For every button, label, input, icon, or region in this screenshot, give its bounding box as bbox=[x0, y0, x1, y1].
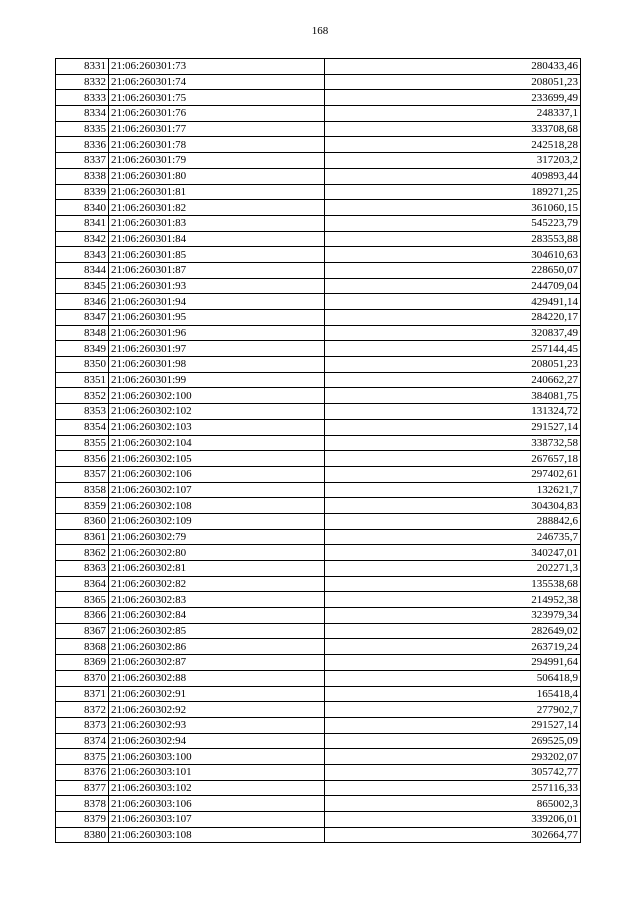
table-row bbox=[56, 545, 581, 561]
cadastral-value-cell: 269525,09 bbox=[325, 733, 581, 749]
cadastral-number-cell: 21:06:260302:94 bbox=[109, 733, 325, 749]
cadastral-value-cell: 339206,01 bbox=[325, 812, 581, 828]
cadastral-number-cell: 21:06:260302:105 bbox=[109, 451, 325, 467]
row-number-cell: 8365 bbox=[56, 592, 109, 608]
cadastral-number-cell: 21:06:260302:93 bbox=[109, 717, 325, 733]
cadastral-number-cell: 21:06:260302:107 bbox=[109, 482, 325, 498]
table-row bbox=[56, 90, 581, 106]
table-row bbox=[56, 59, 581, 75]
cadastral-number-cell: 21:06:260301:79 bbox=[109, 153, 325, 169]
cadastral-value-cell: 865002,3 bbox=[325, 796, 581, 812]
cadastral-number-cell: 21:06:260301:95 bbox=[109, 310, 325, 326]
table-row bbox=[56, 827, 581, 843]
table-row bbox=[56, 466, 581, 482]
cadastral-value-cell: 228650,07 bbox=[325, 262, 581, 278]
row-number-cell: 8336 bbox=[56, 137, 109, 153]
table-row bbox=[56, 106, 581, 122]
table-row bbox=[56, 341, 581, 357]
cadastral-value-cell: 242518,28 bbox=[325, 137, 581, 153]
cadastral-value-cell: 340247,01 bbox=[325, 545, 581, 561]
cadastral-number-cell: 21:06:260301:98 bbox=[109, 357, 325, 373]
cadastral-number-cell: 21:06:260303:108 bbox=[109, 827, 325, 843]
row-number-cell: 8374 bbox=[56, 733, 109, 749]
row-number-cell: 8353 bbox=[56, 404, 109, 420]
row-number-cell: 8366 bbox=[56, 608, 109, 624]
cadastral-value-cell: 338732,58 bbox=[325, 435, 581, 451]
cadastral-value-cell: 304304,83 bbox=[325, 498, 581, 514]
row-number-cell: 8341 bbox=[56, 215, 109, 231]
row-number-cell: 8351 bbox=[56, 372, 109, 388]
cadastral-number-cell: 21:06:260301:80 bbox=[109, 168, 325, 184]
cadastral-number-cell: 21:06:260302:88 bbox=[109, 670, 325, 686]
cadastral-number-cell: 21:06:260301:73 bbox=[109, 59, 325, 75]
cadastral-value-cell: 280433,46 bbox=[325, 59, 581, 75]
row-number-cell: 8332 bbox=[56, 74, 109, 90]
row-number-cell: 8340 bbox=[56, 200, 109, 216]
table-row bbox=[56, 74, 581, 90]
row-number-cell: 8380 bbox=[56, 827, 109, 843]
cadastral-number-cell: 21:06:260302:79 bbox=[109, 529, 325, 545]
cadastral-number-cell: 21:06:260302:83 bbox=[109, 592, 325, 608]
row-number-cell: 8349 bbox=[56, 341, 109, 357]
row-number-cell: 8331 bbox=[56, 59, 109, 75]
row-number-cell: 8342 bbox=[56, 231, 109, 247]
table-row bbox=[56, 702, 581, 718]
row-number-cell: 8357 bbox=[56, 466, 109, 482]
cadastral-value-table bbox=[55, 58, 581, 843]
cadastral-number-cell: 21:06:260301:96 bbox=[109, 325, 325, 341]
table-row bbox=[56, 623, 581, 639]
cadastral-number-cell: 21:06:260303:100 bbox=[109, 749, 325, 765]
table-row bbox=[56, 796, 581, 812]
row-number-cell: 8345 bbox=[56, 278, 109, 294]
cadastral-value-cell: 248337,1 bbox=[325, 106, 581, 122]
table-row bbox=[56, 310, 581, 326]
row-number-cell: 8356 bbox=[56, 451, 109, 467]
table-row bbox=[56, 435, 581, 451]
cadastral-value-cell: 506418,9 bbox=[325, 670, 581, 686]
cadastral-number-cell: 21:06:260302:106 bbox=[109, 466, 325, 482]
cadastral-value-cell: 132621,7 bbox=[325, 482, 581, 498]
table-row bbox=[56, 639, 581, 655]
cadastral-number-cell: 21:06:260302:80 bbox=[109, 545, 325, 561]
row-number-cell: 8369 bbox=[56, 655, 109, 671]
cadastral-number-cell: 21:06:260301:76 bbox=[109, 106, 325, 122]
row-number-cell: 8347 bbox=[56, 310, 109, 326]
cadastral-value-cell: 284220,17 bbox=[325, 310, 581, 326]
row-number-cell: 8361 bbox=[56, 529, 109, 545]
row-number-cell: 8372 bbox=[56, 702, 109, 718]
page-number: 168 bbox=[311, 25, 329, 37]
row-number-cell: 8358 bbox=[56, 482, 109, 498]
cadastral-number-cell: 21:06:260302:81 bbox=[109, 561, 325, 577]
cadastral-value-cell: 240662,27 bbox=[325, 372, 581, 388]
table-row bbox=[56, 576, 581, 592]
cadastral-number-cell: 21:06:260301:85 bbox=[109, 247, 325, 263]
row-number-cell: 8375 bbox=[56, 749, 109, 765]
cadastral-number-cell: 21:06:260302:92 bbox=[109, 702, 325, 718]
cadastral-value-cell: 317203,2 bbox=[325, 153, 581, 169]
row-number-cell: 8364 bbox=[56, 576, 109, 592]
table-row bbox=[56, 388, 581, 404]
table-row bbox=[56, 686, 581, 702]
cadastral-number-cell: 21:06:260302:86 bbox=[109, 639, 325, 655]
cadastral-value-cell: 244709,04 bbox=[325, 278, 581, 294]
cadastral-value-cell: 131324,72 bbox=[325, 404, 581, 420]
cadastral-number-cell: 21:06:260302:84 bbox=[109, 608, 325, 624]
row-number-cell: 8343 bbox=[56, 247, 109, 263]
cadastral-value-cell: 263719,24 bbox=[325, 639, 581, 655]
cadastral-number-cell: 21:06:260302:87 bbox=[109, 655, 325, 671]
table-row bbox=[56, 670, 581, 686]
cadastral-number-cell: 21:06:260301:99 bbox=[109, 372, 325, 388]
row-number-cell: 8378 bbox=[56, 796, 109, 812]
row-number-cell: 8339 bbox=[56, 184, 109, 200]
cadastral-number-cell: 21:06:260302:104 bbox=[109, 435, 325, 451]
row-number-cell: 8352 bbox=[56, 388, 109, 404]
cadastral-value-cell: 282649,02 bbox=[325, 623, 581, 639]
cadastral-value-cell: 291527,14 bbox=[325, 717, 581, 733]
table-row bbox=[56, 184, 581, 200]
cadastral-value-cell: 333708,68 bbox=[325, 121, 581, 137]
table-row bbox=[56, 372, 581, 388]
table-row bbox=[56, 482, 581, 498]
cadastral-number-cell: 21:06:260301:97 bbox=[109, 341, 325, 357]
table-row bbox=[56, 137, 581, 153]
cadastral-value-cell: 277902,7 bbox=[325, 702, 581, 718]
table-row bbox=[56, 200, 581, 216]
cadastral-number-cell: 21:06:260303:107 bbox=[109, 812, 325, 828]
cadastral-number-cell: 21:06:260302:100 bbox=[109, 388, 325, 404]
row-number-cell: 8334 bbox=[56, 106, 109, 122]
cadastral-value-cell: 202271,3 bbox=[325, 561, 581, 577]
cadastral-number-cell: 21:06:260301:81 bbox=[109, 184, 325, 200]
row-number-cell: 8346 bbox=[56, 294, 109, 310]
cadastral-value-cell: 384081,75 bbox=[325, 388, 581, 404]
row-number-cell: 8335 bbox=[56, 121, 109, 137]
row-number-cell: 8376 bbox=[56, 764, 109, 780]
cadastral-value-cell: 297402,61 bbox=[325, 466, 581, 482]
table-row bbox=[56, 404, 581, 420]
cadastral-number-cell: 21:06:260301:83 bbox=[109, 215, 325, 231]
cadastral-value-cell: 189271,25 bbox=[325, 184, 581, 200]
cadastral-number-cell: 21:06:260301:82 bbox=[109, 200, 325, 216]
cadastral-value-cell: 305742,77 bbox=[325, 764, 581, 780]
cadastral-number-cell: 21:06:260301:74 bbox=[109, 74, 325, 90]
cadastral-value-cell: 208051,23 bbox=[325, 357, 581, 373]
table-row bbox=[56, 498, 581, 514]
table-row bbox=[56, 655, 581, 671]
cadastral-number-cell: 21:06:260303:106 bbox=[109, 796, 325, 812]
table-row bbox=[56, 749, 581, 765]
cadastral-number-cell: 21:06:260301:77 bbox=[109, 121, 325, 137]
cadastral-value-cell: 135538,68 bbox=[325, 576, 581, 592]
cadastral-value-cell: 545223,79 bbox=[325, 215, 581, 231]
table-row bbox=[56, 121, 581, 137]
table-row bbox=[56, 325, 581, 341]
cadastral-number-cell: 21:06:260301:94 bbox=[109, 294, 325, 310]
row-number-cell: 8377 bbox=[56, 780, 109, 796]
row-number-cell: 8344 bbox=[56, 262, 109, 278]
cadastral-value-cell: 165418,4 bbox=[325, 686, 581, 702]
table-row bbox=[56, 592, 581, 608]
table-row bbox=[56, 561, 581, 577]
row-number-cell: 8373 bbox=[56, 717, 109, 733]
cadastral-value-cell: 233699,49 bbox=[325, 90, 581, 106]
table-row bbox=[56, 419, 581, 435]
cadastral-number-cell: 21:06:260301:78 bbox=[109, 137, 325, 153]
cadastral-number-cell: 21:06:260301:87 bbox=[109, 262, 325, 278]
table-row bbox=[56, 168, 581, 184]
table-row bbox=[56, 513, 581, 529]
table-row bbox=[56, 357, 581, 373]
cadastral-value-cell: 302664,77 bbox=[325, 827, 581, 843]
cadastral-value-cell: 320837,49 bbox=[325, 325, 581, 341]
cadastral-number-cell: 21:06:260302:82 bbox=[109, 576, 325, 592]
row-number-cell: 8355 bbox=[56, 435, 109, 451]
row-number-cell: 8348 bbox=[56, 325, 109, 341]
row-number-cell: 8371 bbox=[56, 686, 109, 702]
cadastral-number-cell: 21:06:260302:102 bbox=[109, 404, 325, 420]
cadastral-value-cell: 409893,44 bbox=[325, 168, 581, 184]
row-number-cell: 8363 bbox=[56, 561, 109, 577]
cadastral-number-cell: 21:06:260301:93 bbox=[109, 278, 325, 294]
cadastral-value-cell: 283553,88 bbox=[325, 231, 581, 247]
table-row bbox=[56, 812, 581, 828]
table-body bbox=[56, 59, 581, 843]
cadastral-value-cell: 288842,6 bbox=[325, 513, 581, 529]
row-number-cell: 8359 bbox=[56, 498, 109, 514]
row-number-cell: 8362 bbox=[56, 545, 109, 561]
row-number-cell: 8354 bbox=[56, 419, 109, 435]
table-row bbox=[56, 262, 581, 278]
cadastral-value-cell: 246735,7 bbox=[325, 529, 581, 545]
table-row bbox=[56, 153, 581, 169]
table-row bbox=[56, 215, 581, 231]
cadastral-number-cell: 21:06:260303:101 bbox=[109, 764, 325, 780]
row-number-cell: 8333 bbox=[56, 90, 109, 106]
cadastral-number-cell: 21:06:260302:91 bbox=[109, 686, 325, 702]
row-number-cell: 8379 bbox=[56, 812, 109, 828]
row-number-cell: 8337 bbox=[56, 153, 109, 169]
table-row bbox=[56, 278, 581, 294]
row-number-cell: 8338 bbox=[56, 168, 109, 184]
cadastral-number-cell: 21:06:260302:109 bbox=[109, 513, 325, 529]
cadastral-value-cell: 361060,15 bbox=[325, 200, 581, 216]
table-row bbox=[56, 231, 581, 247]
cadastral-value-cell: 293202,07 bbox=[325, 749, 581, 765]
cadastral-value-cell: 257144,45 bbox=[325, 341, 581, 357]
cadastral-value-cell: 304610,63 bbox=[325, 247, 581, 263]
row-number-cell: 8370 bbox=[56, 670, 109, 686]
table-row bbox=[56, 247, 581, 263]
row-number-cell: 8350 bbox=[56, 357, 109, 373]
table-row bbox=[56, 780, 581, 796]
cadastral-number-cell: 21:06:260302:108 bbox=[109, 498, 325, 514]
cadastral-value-cell: 257116,33 bbox=[325, 780, 581, 796]
table-row bbox=[56, 529, 581, 545]
cadastral-number-cell: 21:06:260302:103 bbox=[109, 419, 325, 435]
cadastral-value-cell: 208051,23 bbox=[325, 74, 581, 90]
cadastral-value-cell: 214952,38 bbox=[325, 592, 581, 608]
row-number-cell: 8368 bbox=[56, 639, 109, 655]
table-row bbox=[56, 764, 581, 780]
table-row bbox=[56, 451, 581, 467]
cadastral-value-cell: 323979,34 bbox=[325, 608, 581, 624]
row-number-cell: 8360 bbox=[56, 513, 109, 529]
cadastral-number-cell: 21:06:260303:102 bbox=[109, 780, 325, 796]
cadastral-number-cell: 21:06:260301:84 bbox=[109, 231, 325, 247]
cadastral-value-cell: 267657,18 bbox=[325, 451, 581, 467]
table-row bbox=[56, 717, 581, 733]
cadastral-value-cell: 429491,14 bbox=[325, 294, 581, 310]
cadastral-number-cell: 21:06:260302:85 bbox=[109, 623, 325, 639]
cadastral-number-cell: 21:06:260301:75 bbox=[109, 90, 325, 106]
cadastral-value-cell: 294991,64 bbox=[325, 655, 581, 671]
table-row bbox=[56, 608, 581, 624]
row-number-cell: 8367 bbox=[56, 623, 109, 639]
table-row bbox=[56, 294, 581, 310]
table-row bbox=[56, 733, 581, 749]
cadastral-value-cell: 291527,14 bbox=[325, 419, 581, 435]
